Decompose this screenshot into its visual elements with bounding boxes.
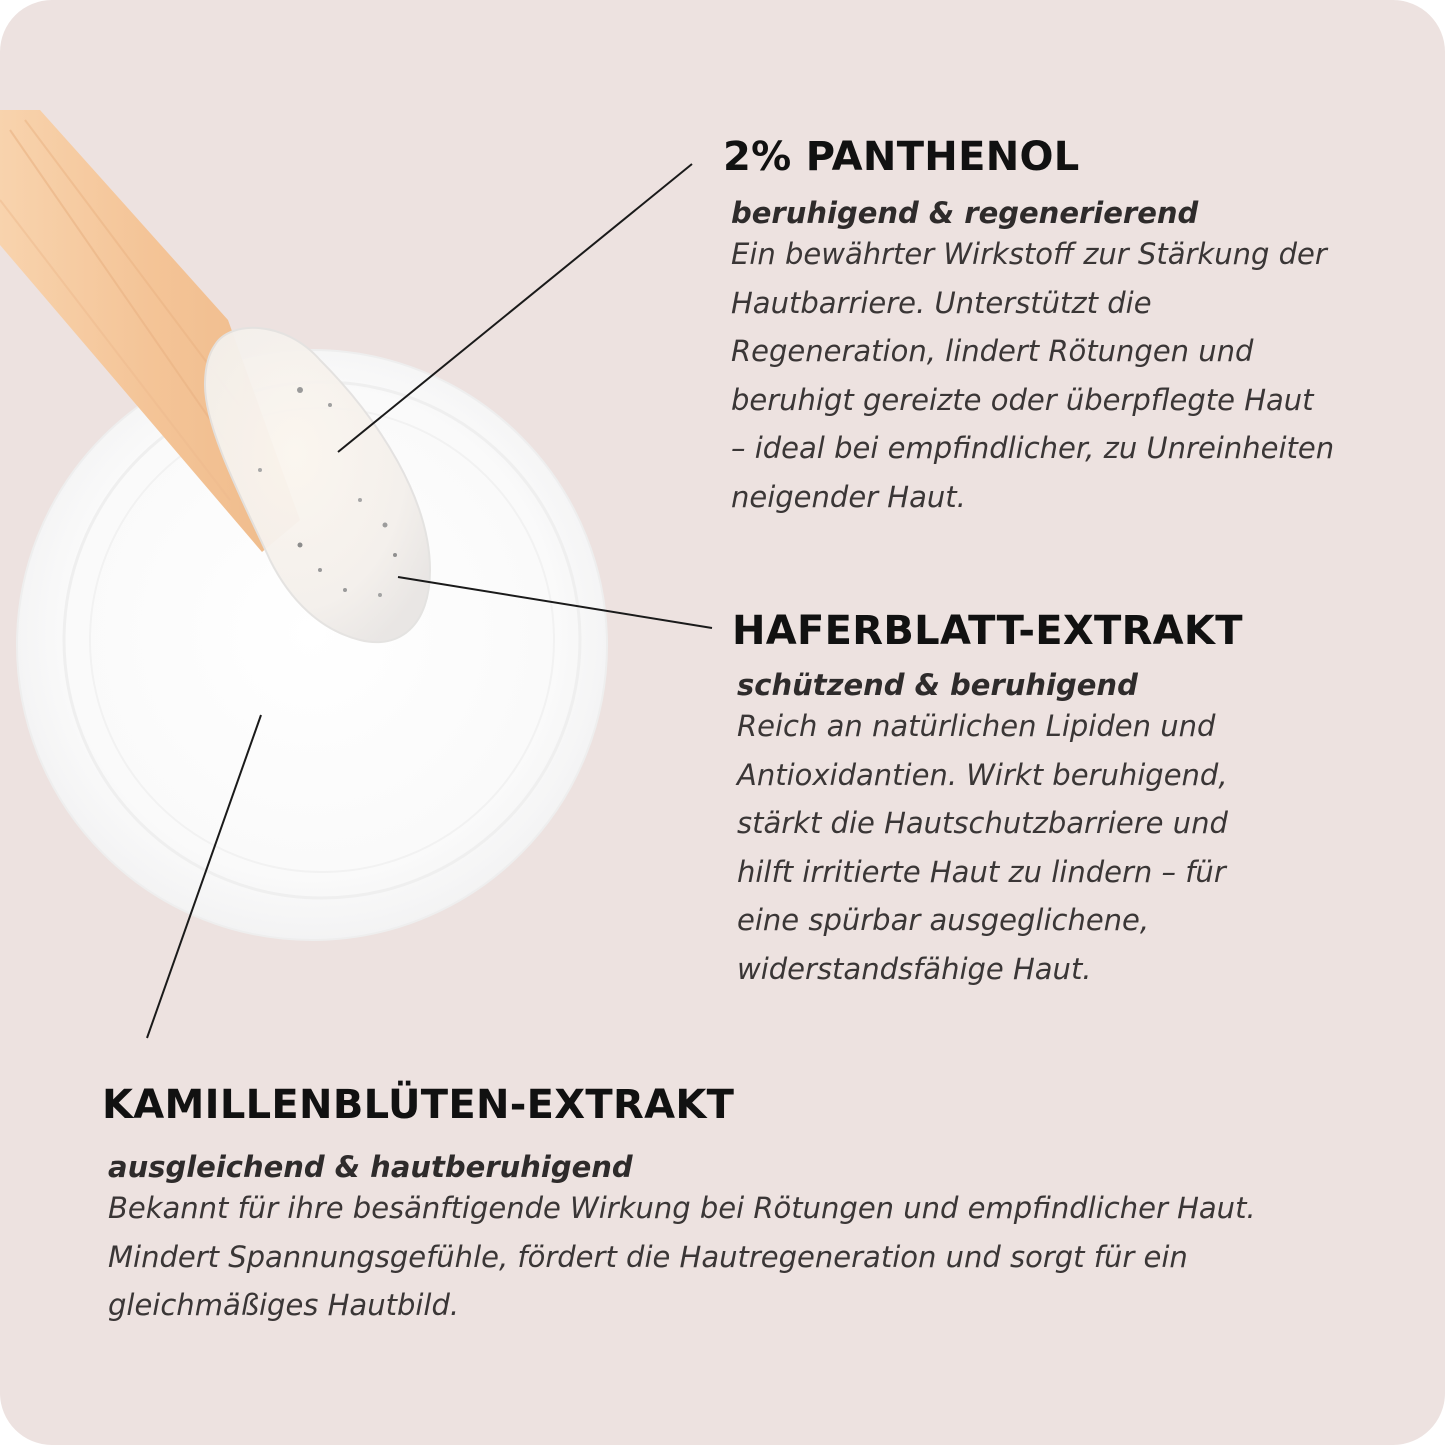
description-line: widerstandsfähige Haut. bbox=[737, 951, 1092, 986]
ingredient-description bbox=[108, 1184, 1256, 1330]
description-line: Hautbarriere. Unterstützt die bbox=[731, 285, 1152, 320]
description-line: Reich an natürlichen Lipiden und bbox=[737, 709, 1216, 743]
ingredient-description bbox=[737, 702, 1243, 993]
pointer-line-panthenol bbox=[338, 164, 692, 452]
description-line: eine spürbar ausgeglichene, bbox=[737, 903, 1150, 937]
ingredient-subtitle: ausgleichend & hautberuhigend bbox=[108, 1150, 633, 1184]
description-line: Bekannt für ihre besänftigende Wirkung bei Rötungen und empfindlicher Haut. bbox=[108, 1191, 1256, 1225]
ingredient-subtitle: beruhigend & regenerierend bbox=[731, 196, 1199, 230]
ingredient-title: KAMILLENBLÜTEN-EXTRAKT bbox=[102, 1082, 735, 1128]
ingredient-haferblatt bbox=[732, 608, 1243, 993]
ingredient-title: 2% PANTHENOL bbox=[723, 134, 1080, 180]
description-line: Mindert Spannungsgefühle, fördert die Hautregeneration und sorgt für ein bbox=[108, 1239, 1188, 1274]
description-line: hilft irritierte Haut zu lindern – für bbox=[737, 854, 1226, 889]
ingredient-panthenol bbox=[723, 134, 1334, 521]
description-line: Ein bewährter Wirkstoff zur Stärkung der bbox=[731, 237, 1327, 271]
description-line: stärkt die Hautschutzbarriere und bbox=[737, 806, 1228, 840]
description-line: – ideal bei empfindlicher, zu Unreinheiten bbox=[731, 431, 1335, 465]
description-line: beruhigt gereizte oder überpflegte Haut bbox=[731, 382, 1314, 417]
ingredient-kamille bbox=[102, 1082, 1256, 1330]
ingredient-description bbox=[731, 230, 1334, 521]
ingredient-title: HAFERBLATT-EXTRAKT bbox=[732, 608, 1243, 654]
description-line: Antioxidantien. Wirkt beruhigend, bbox=[737, 757, 1228, 792]
description-line: gleichmäßiges Hautbild. bbox=[108, 1288, 460, 1322]
description-line: neigender Haut. bbox=[731, 479, 966, 514]
ingredient-subtitle: schützend & beruhigend bbox=[737, 668, 1138, 702]
description-line: Regeneration, lindert Rötungen und bbox=[731, 334, 1254, 368]
